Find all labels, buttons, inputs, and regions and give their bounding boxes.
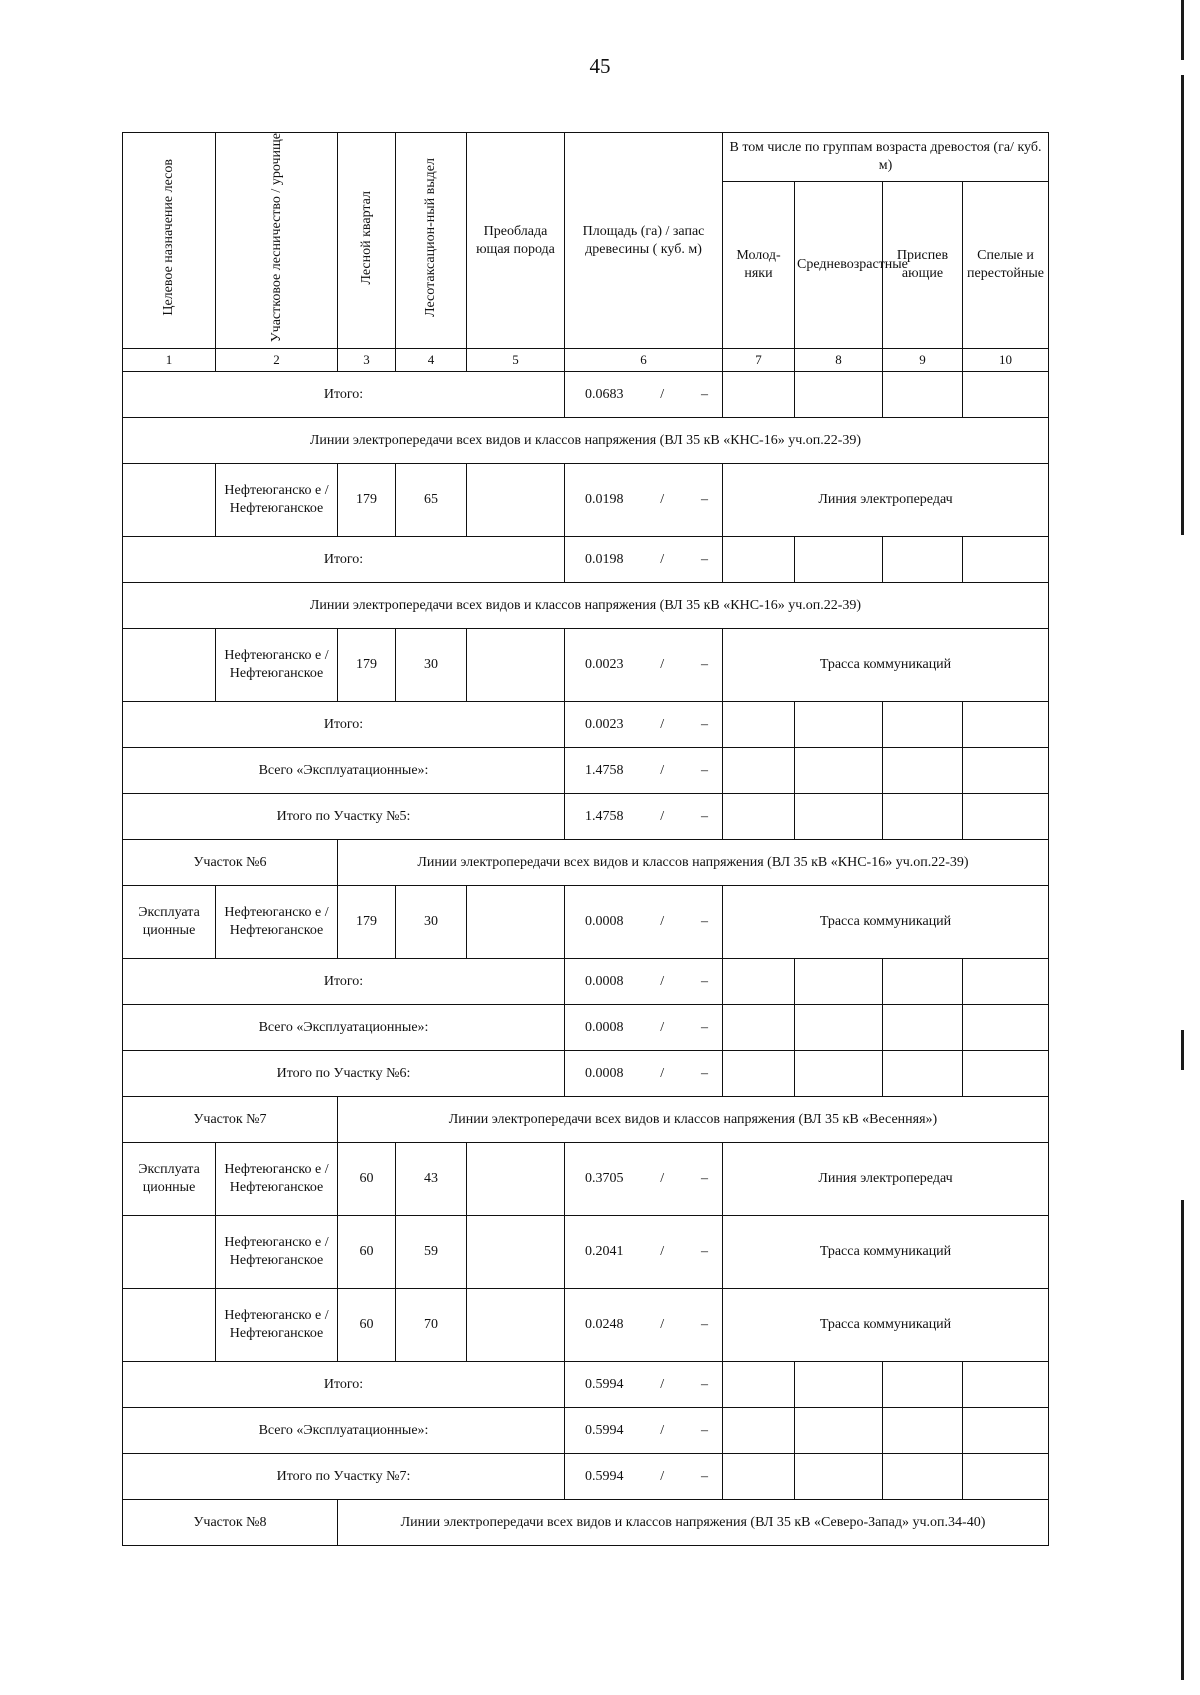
section-row — [123, 583, 1049, 629]
forestry-cell: Нефтеюганско е / Нефтеюганское — [216, 1289, 338, 1362]
total-row — [123, 372, 1049, 418]
total-row — [123, 702, 1049, 748]
area-cell: 0.0008 / – — [565, 1005, 723, 1051]
forestry-cell: Нефтеюганско е / Нефтеюганское — [216, 629, 338, 702]
table-row — [123, 886, 1049, 959]
area-cell: 0.3705 / – — [565, 1143, 723, 1216]
section-row — [123, 1097, 1049, 1143]
plot-label: Участок №8 — [123, 1500, 338, 1546]
scan-edge-mark — [1181, 0, 1184, 60]
section-title: Линии электропередачи всех видов и классов напряжения (ВЛ 35 кВ «Северо-Запад» уч.оп.34-40) — [338, 1500, 1049, 1546]
header-maturing: Приспев ающие — [883, 182, 963, 349]
total-label: Итого по Участку №5: — [123, 794, 565, 840]
header-mature: Спелые и перестойные — [963, 182, 1049, 349]
col-num: 5 — [467, 349, 565, 372]
purpose-type-cell: Эксплуата ционные — [123, 886, 216, 959]
section-title: Линии электропередачи всех видов и классов напряжения (ВЛ 35 кВ «Весенняя») — [338, 1097, 1049, 1143]
table-row — [123, 464, 1049, 537]
quarter-cell: 60 — [338, 1216, 396, 1289]
area-cell: 0.0023 / – — [565, 702, 723, 748]
col-num: 6 — [565, 349, 723, 372]
total-label: Итого: — [123, 537, 565, 583]
forestry-cell: Нефтеюганско е / Нефтеюганское — [216, 464, 338, 537]
plot-label: Участок №7 — [123, 1097, 338, 1143]
forestry-cell: Нефтеюганско е / Нефтеюганское — [216, 886, 338, 959]
area-cell: 0.0008 / – — [565, 886, 723, 959]
purpose-cell: Трасса коммуникаций — [723, 1289, 1049, 1362]
section-row — [123, 418, 1049, 464]
allotment-cell: 70 — [396, 1289, 467, 1362]
section-title: Линии электропередачи всех видов и классов напряжения (ВЛ 35 кВ «КНС-16» уч.оп.22-39) — [123, 418, 1049, 464]
allotment-cell: 43 — [396, 1143, 467, 1216]
area-cell: 0.5994 / – — [565, 1408, 723, 1454]
purpose-cell: Линия электропередач — [723, 1143, 1049, 1216]
area-cell: 0.0683 / – — [565, 372, 723, 418]
col-num: 9 — [883, 349, 963, 372]
total-row — [123, 1362, 1049, 1408]
header-area: Площадь (га) / запас древесины ( куб. м) — [565, 133, 723, 349]
total-label: Итого: — [123, 702, 565, 748]
header-middle-aged: Средневозрастные — [795, 182, 883, 349]
forestry-cell: Нефтеюганско е / Нефтеюганское — [216, 1216, 338, 1289]
col-num: 10 — [963, 349, 1049, 372]
purpose-cell: Трасса коммуникаций — [723, 1216, 1049, 1289]
table-row — [123, 1289, 1049, 1362]
area-cell: 0.2041 / – — [565, 1216, 723, 1289]
quarter-cell: 179 — [338, 464, 396, 537]
col-num: 7 — [723, 349, 795, 372]
purpose-cell: Линия электропередач — [723, 464, 1049, 537]
table-row — [123, 1216, 1049, 1289]
total-row — [123, 959, 1049, 1005]
allotment-cell: 65 — [396, 464, 467, 537]
col-num: 8 — [795, 349, 883, 372]
header-species: Преоблада ющая порода — [467, 133, 565, 349]
header-purpose: Целевое назначение лесов — [123, 133, 216, 349]
area-cell: 0.5994 / – — [565, 1362, 723, 1408]
total-label: Итого: — [123, 959, 565, 1005]
header-age-groups: В том числе по группам возраста древостоя (га/ куб. м) — [723, 133, 1049, 182]
area-cell: 0.0198 / – — [565, 537, 723, 583]
total-label: Итого: — [123, 372, 565, 418]
section-title: Линии электропередачи всех видов и классов напряжения (ВЛ 35 кВ «КНС-16» уч.оп.22-39) — [123, 583, 1049, 629]
header-quarter: Лесной квартал — [338, 133, 396, 349]
total-row — [123, 748, 1049, 794]
section-title: Линии электропередачи всех видов и классов напряжения (ВЛ 35 кВ «КНС-16» уч.оп.22-39) — [338, 840, 1049, 886]
total-label: Итого по Участку №6: — [123, 1051, 565, 1097]
total-row — [123, 1005, 1049, 1051]
header-forestry: Участковое лесничество / урочище — [216, 133, 338, 349]
scan-edge-mark — [1181, 75, 1184, 535]
area-cell: 0.0198 / – — [565, 464, 723, 537]
total-label: Всего «Эксплуатационные»: — [123, 1005, 565, 1051]
plot-label: Участок №6 — [123, 840, 338, 886]
section-row — [123, 1500, 1049, 1546]
column-numbers-row — [123, 349, 1049, 372]
total-label: Всего «Эксплуатационные»: — [123, 748, 565, 794]
area-cell: 0.0248 / – — [565, 1289, 723, 1362]
allotment-cell: 30 — [396, 629, 467, 702]
area-cell: 1.4758 / – — [565, 794, 723, 840]
allotment-cell: 59 — [396, 1216, 467, 1289]
purpose-cell: Трасса коммуникаций — [723, 629, 1049, 702]
total-row — [123, 1408, 1049, 1454]
total-label: Итого: — [123, 1362, 565, 1408]
col-num: 3 — [338, 349, 396, 372]
header-row — [123, 133, 1049, 182]
total-row — [123, 1051, 1049, 1097]
col-num: 2 — [216, 349, 338, 372]
area-cell: 1.4758 / – — [565, 748, 723, 794]
quarter-cell: 179 — [338, 886, 396, 959]
total-row — [123, 537, 1049, 583]
area-cell: 0.5994 / – — [565, 1454, 723, 1500]
col-num: 1 — [123, 349, 216, 372]
forestry-cell: Нефтеюганско е / Нефтеюганское — [216, 1143, 338, 1216]
quarter-cell: 179 — [338, 629, 396, 702]
area-cell: 0.0023 / – — [565, 629, 723, 702]
purpose-cell: Трасса коммуникаций — [723, 886, 1049, 959]
section-row — [123, 840, 1049, 886]
header-allotment: Лесотаксацион-ный выдел — [396, 133, 467, 349]
table-row — [123, 1143, 1049, 1216]
page-number: 45 — [589, 54, 611, 78]
purpose-type-cell: Эксплуата ционные — [123, 1143, 216, 1216]
allotment-cell: 30 — [396, 886, 467, 959]
total-row — [123, 794, 1049, 840]
forest-data-table — [122, 132, 1049, 1546]
header-young: Молод- няки — [723, 182, 795, 349]
col-num: 4 — [396, 349, 467, 372]
quarter-cell: 60 — [338, 1143, 396, 1216]
scan-edge-mark — [1181, 1200, 1184, 1680]
total-label: Всего «Эксплуатационные»: — [123, 1408, 565, 1454]
scan-edge-mark — [1181, 1030, 1184, 1070]
total-label: Итого по Участку №7: — [123, 1454, 565, 1500]
area-cell: 0.0008 / – — [565, 959, 723, 1005]
area-cell: 0.0008 / – — [565, 1051, 723, 1097]
quarter-cell: 60 — [338, 1289, 396, 1362]
table-row — [123, 629, 1049, 702]
total-row — [123, 1454, 1049, 1500]
